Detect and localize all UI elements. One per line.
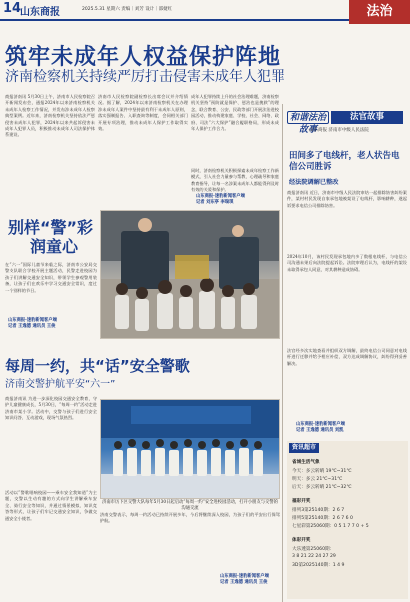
weather-title: 省城生活气象 [292, 460, 320, 465]
weather-line: 今天：多云转晴 19℃~31℃ [292, 469, 352, 474]
photo-stage-scene [101, 400, 280, 499]
photo-scene [101, 211, 280, 339]
court-paragraph-2: 2024年10月，该村民发现承包地内多了数根电线杆，与电信公司沟通未果后向法院提起诉讼。法院审理后认为，电线杆的架设未取得承包人同意，对其耕种造成妨碍。 [287, 254, 407, 272]
lead-paragraph-1: 商报济南讯 5月30日上午，济南市人民检察院召开新闻发布会，通报2024年以来济南检察机关未成年人检察工作情况，并发布涉未成年人检察典型案例。近年来，济南检察机关坚持依法严惩侵害未成年人犯罪，2024年以来共起诉侵害未成年人犯罪人员，积极推动未成年人司法保护体系建设。 [5, 94, 95, 138]
feature-paragraph-3: 济南交警表示，每周一约活动已持续开展多年，今后将继续深入校园，为孩子们的平安出行保驾护航。 [100, 512, 280, 524]
feature-headline: 每周一约，共“话”安全警歌 [5, 357, 190, 375]
sports-lottery-title: 体彩开奖 [292, 538, 311, 543]
lottery-line: 排列5第25140期：2 6 7 6 0 [292, 516, 353, 521]
court-paragraph-1: 商报济南讯 近日，济南市中级人民法院审结一起排除妨害纠纷案件，某村村民发现自家承包地被架设了电线杆，影响耕种，遂起诉要求电信公司排除妨害。 [287, 190, 407, 208]
callout-credit: 山东商报·速豹新闻客户端 记者 王逸德 通讯员 王俊 [8, 318, 57, 329]
feature-paragraph-1: 商报济南讯 为进一步深化校园交通安全教育，守护儿童健康成长，5月30日，“每周一约”活动走进济南市某小学。活动中，交警与孩子们进行安全知识问答、互动游戏，现场气氛热烈。 [5, 396, 97, 421]
feature-subheadline: 济南交警护航平安“六一” [5, 379, 116, 390]
lottery-line: 七星彩第25060期：0 5 1 7 7 0 + 5 [292, 524, 369, 529]
court-credit: 山东商报·速豹新闻客户端 记者 王逸德 通讯员 刘凯 [296, 422, 345, 433]
weather-line: 明天：多云 21℃~31℃ [292, 477, 343, 482]
court-headline: 田间多了电线杆，老人状告电信公司胜诉 [289, 151, 400, 172]
sports-lottery-line: 大乐透第25060期： [292, 547, 335, 552]
tag-brand: 和谐法治故事 [287, 111, 329, 124]
newspaper-name: 山东商报 [20, 7, 60, 18]
date-line: 2025.5.31 星期六 责编｜刘芳 设计｜邵婕红 [82, 7, 173, 12]
sports-lottery-line: 3D第2025140期：1 4 9 [292, 563, 345, 568]
callout-headline-line2: 润童心 [30, 237, 79, 256]
lottery-line: 排列3第25140期：2 6 7 [292, 508, 345, 513]
sports-lottery-line: 3 8 21 22 24 27 29 [292, 554, 336, 559]
tag-name: 法官故事 [331, 111, 403, 124]
header-rule [0, 19, 349, 21]
info-box [287, 441, 408, 599]
section-label: 法治 [349, 0, 410, 24]
feature-credit: 山东商报·速豹新闻客户端 记者 王逸德 通讯员 王俊 [220, 574, 269, 585]
page-number: 14 [3, 1, 22, 16]
callout-body: 在“六一”国际儿童节来临之际，济南市公安局交警支队联合学校开展主题活动，民警走进校园为孩子们讲解交通安全知识，带领学生参观警用装备，让孩子们在欢乐中学习交通安全常识，度过一个别样的节日。 [5, 262, 97, 293]
lottery-title: 福彩开奖 [292, 499, 311, 504]
lead-paragraph-3: 成年人犯罪持续上升的社会治理难题，济南检察机关坚持“预防就是保护、惩治也是挽救”的理念，联合教育、公安、民政等部门开展法治进校园活动，推动构建家庭、学校、社会、网络、政府、司法“六大保护”融合履职格局，形成未成年人保护工作合力。 [191, 94, 279, 132]
column-divider [282, 104, 283, 602]
lead-subheadline: 济南检察机关持续严厉打击侵害未成年人犯罪 [5, 69, 285, 85]
photo-stage-group [100, 399, 280, 499]
lead-paragraph-4: 同时，济南检察机关积极探索未成年检察工作新模式，引入社会力量参与帮教、心理疏导和家庭教育指导，让每一名涉案未成年人都能得到及时有效的关爱和保护。 [191, 168, 279, 193]
lead-paragraph-2: 济南市人民检察院副检察长出席会议并介绍情况。据了解，2024年以来济南检察机关在办理涉未成年人案件中坚持最有利于未成年人原则，落实强制报告、入职查询等制度，会同相关部门开展专项治理，推动未成年人保护工作取得实效。 [98, 94, 188, 132]
lead-credit: 山东商报·速豹新闻客户端 记者 刘东亭 李瑞琪 [196, 194, 245, 205]
weather-line: 后天：多云转晴 21℃~32℃ [292, 485, 352, 490]
court-subheadline: 经法院调解已整改 [289, 179, 339, 186]
tag-department: 山东商报 济南市中级人民法院 [309, 128, 369, 133]
court-story-tag [287, 108, 408, 146]
photo-school-children [100, 210, 280, 339]
lead-headline: 筑牢未成年人权益保护阵地 [5, 45, 282, 70]
court-paragraph-3: 法官经多次实地查看并组织双方调解，最终电信公司同意对电线杆进行迁移并给予相应补偿，双方达成调解协议，纠纷得到妥善解决。 [287, 348, 407, 366]
callout-headline-line1: 别样“警”彩 [8, 218, 94, 237]
info-box-title: 资讯超市 [289, 443, 319, 453]
callout-headline [8, 218, 98, 256]
feature-paragraph-2: 活动以“警歌唱响校园——乘车安全我知道”为主题，交警以生动有趣的方式向学生讲解乘车安全、骑行安全等知识，并通过情景模拟、知识竞答等形式，让孩子们牢记交通安全知识，争做交通安全小使者。 [5, 490, 97, 521]
photo-stage-caption: 济南市历下区交警大队每年5月30日起启动“每周一约”安全进校园活动，打开小朋友与交警的沟通交流 [102, 500, 278, 511]
